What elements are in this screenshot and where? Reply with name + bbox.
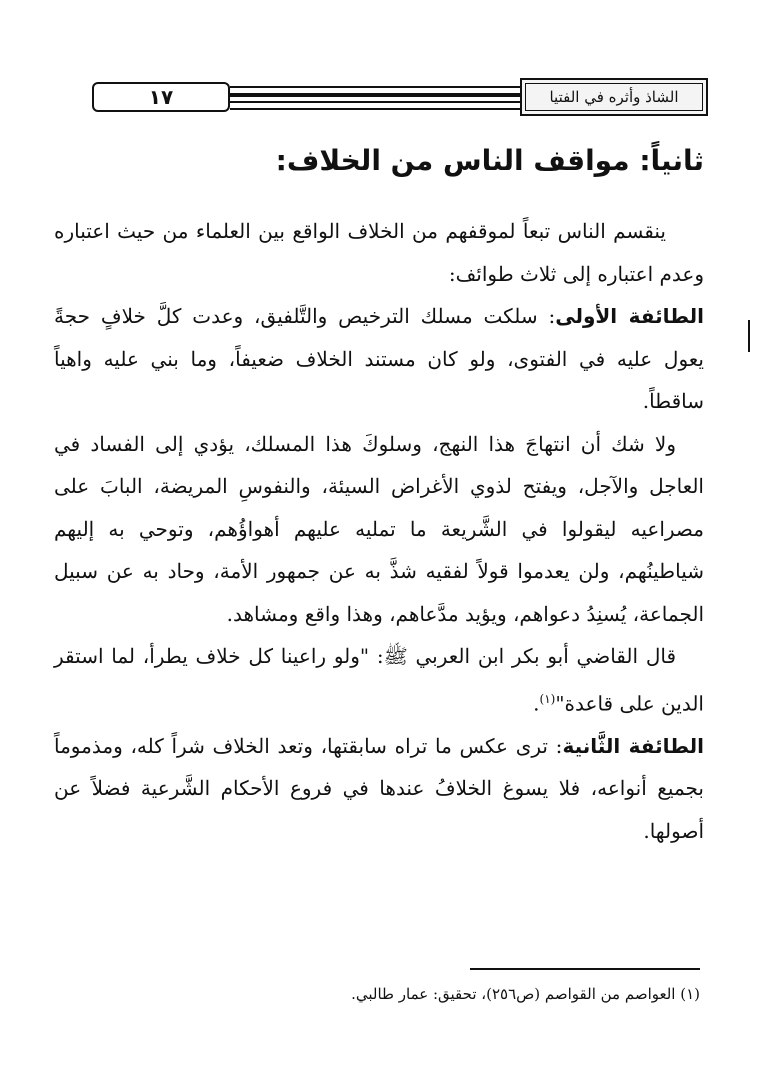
paragraph-first-group	[54, 295, 704, 423]
footnote-reference[interactable]: (١)	[539, 691, 556, 706]
page-header	[80, 78, 708, 120]
heading-end: :	[275, 144, 287, 177]
page-number: ١٧	[92, 82, 230, 112]
paragraph-second-group	[54, 725, 704, 853]
paragraph-intro: ينقسم الناس تبعاً لموقفهم من الخلاف الواقع بين العلماء من حيث اعتباره وعدم اعتباره إلى ثلاث طوائف:	[54, 219, 704, 286]
first-group-text: : سلكت مسلك الترخيص والتَّلفيق، وعدت كلَّ خلافٍ حجةً يعول عليه في الفتوى، ولو كان مستند الخلاف ضعيفاً، وما بني عليه واهياً ساقطاً.	[54, 304, 704, 413]
heading-prefix: ثانياً	[650, 144, 704, 177]
quote-text: قال القاضي أبو بكر ابن العربي ﷺ: "ولو راعينا كل خلاف يطرأ، لما استقر الدين على قاعدة"	[54, 644, 704, 716]
footnote-divider	[470, 968, 700, 970]
term-second-group: الطائفة الثَّانية	[562, 733, 704, 758]
paragraph-consequence: ولا شك أن انتهاجَ هذا النهج، وسلوكَ هذا المسلك، يؤدي إلى الفساد في العاجل والآجل، ويفتح لذوي الأغراض السيئة، والنفوسِ المريضة، البابَ على مصراعيه ليقولوا في الشَّريعة ما تمليه عليهم أهواؤُهم، وتوحي به إليهم شياطينُهم، ولن يعدموا قولاً لفقيه شذَّ به عن جمهور الأمة، وحاد به عن سبيل الجماعة، يُسنِدُ دعواهم، ويؤيد مدَّعاهم، وهذا واقع ومشاهد.	[54, 431, 704, 626]
running-title: الشاذ وأثره في الفتيا	[549, 88, 679, 106]
title-box-border	[525, 83, 703, 111]
heading-text: مواقف الناس من الخلاف	[286, 144, 630, 177]
margin-mark	[748, 320, 750, 352]
heading-colon: :	[639, 144, 651, 177]
paragraph-quote	[54, 635, 704, 725]
page-body	[54, 140, 704, 852]
footnote: (١) العواصم من القواصم (ص٢٥٦)، تحقيق: عمار طالبي.	[351, 985, 700, 1003]
quote-end: .	[533, 691, 540, 716]
term-first-group: الطائفة الأولى	[555, 304, 704, 328]
section-heading	[54, 140, 704, 182]
running-title-box	[520, 78, 708, 116]
second-group-text: : ترى عكس ما تراه سابقتها، وتعد الخلاف شراً كله، ومذموماً بجميع أنواعه، فلا يسوغ الخلافُ عندها في فروع الأحكام الشَّرعية فضلاً عن أصولها.	[54, 733, 704, 843]
